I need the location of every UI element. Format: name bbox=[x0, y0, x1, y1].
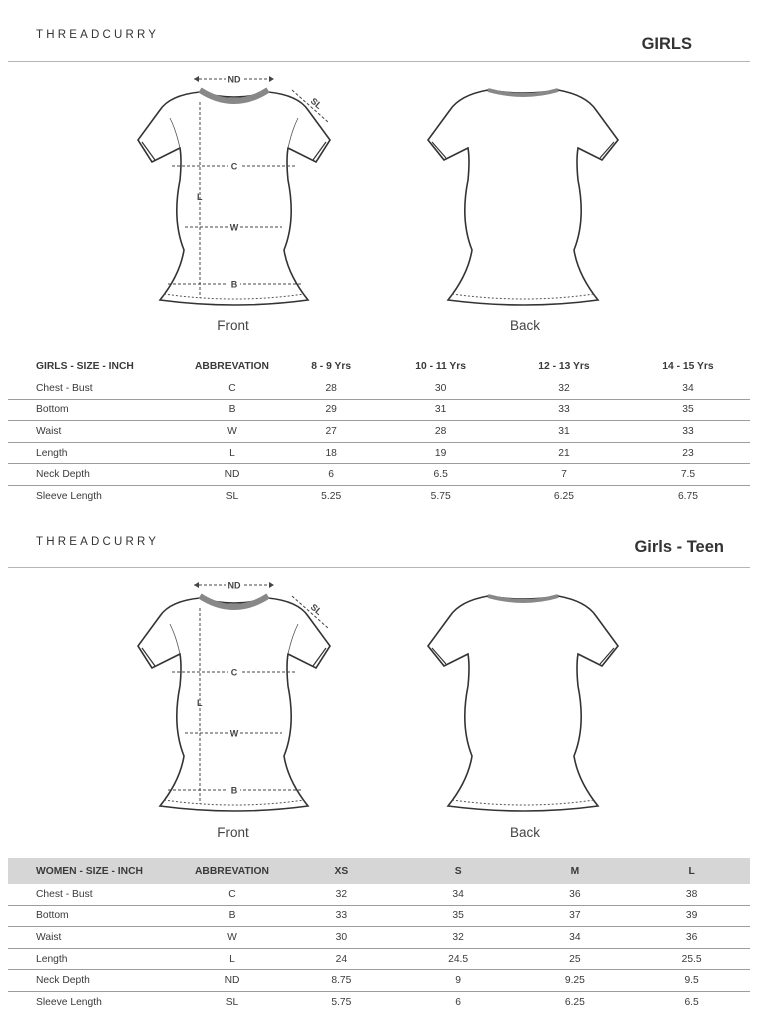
measure-label-b: B bbox=[230, 785, 238, 796]
table-cell: 33 bbox=[502, 399, 626, 421]
table-cell: 34 bbox=[400, 884, 517, 905]
back-caption: Back bbox=[509, 825, 540, 840]
measure-label-c: C bbox=[230, 667, 238, 678]
front-caption: Front bbox=[217, 318, 249, 333]
girls-size-table bbox=[8, 354, 750, 507]
table-cell: L bbox=[181, 948, 283, 970]
table-cell: 28 bbox=[283, 378, 379, 399]
table-cell: Chest - Bust bbox=[8, 378, 181, 399]
table-header-row bbox=[8, 858, 750, 884]
table-cell: 33 bbox=[626, 421, 750, 443]
table-cell: 25.5 bbox=[633, 948, 750, 970]
brand-logo: THREADCURRY bbox=[36, 536, 160, 548]
table-row bbox=[8, 991, 750, 1012]
table-cell: Bottom bbox=[8, 399, 181, 421]
column-header: GIRLS - SIZE - INCH bbox=[36, 360, 134, 372]
table-cell: 31 bbox=[502, 421, 626, 443]
table-cell: 37 bbox=[517, 905, 634, 927]
table-cell: 5.75 bbox=[430, 490, 451, 502]
table-cell: 30 bbox=[379, 378, 502, 399]
table-cell: 9 bbox=[400, 970, 517, 992]
table-cell: 30 bbox=[283, 927, 400, 949]
table-cell: 6.25 bbox=[553, 490, 574, 502]
column-header: ABBREVATION bbox=[195, 865, 269, 877]
table-cell: 23 bbox=[626, 442, 750, 464]
table-row bbox=[8, 399, 750, 421]
column-header: XS bbox=[334, 865, 349, 877]
table-cell: 8.75 bbox=[283, 970, 400, 992]
table-cell: Waist bbox=[8, 421, 181, 443]
table-cell: 31 bbox=[379, 399, 502, 421]
measure-label-b: B bbox=[230, 279, 238, 290]
table-cell: B bbox=[181, 399, 283, 421]
table-cell: 36 bbox=[517, 884, 634, 905]
table-cell: Neck Depth bbox=[8, 464, 181, 486]
section-title: GIRLS bbox=[641, 35, 692, 53]
table-cell: Neck Depth bbox=[8, 970, 181, 992]
table-cell: 24.5 bbox=[400, 948, 517, 970]
column-header: 14 - 15 Yrs bbox=[662, 360, 714, 372]
section-title: Girls - Teen bbox=[634, 538, 724, 556]
table-cell: 6 bbox=[455, 996, 461, 1008]
table-cell: 7 bbox=[502, 464, 626, 486]
table-row bbox=[8, 884, 750, 905]
table-row bbox=[8, 421, 750, 443]
table-cell: Length bbox=[8, 948, 181, 970]
table-cell: 9.25 bbox=[517, 970, 634, 992]
back-caption: Back bbox=[509, 318, 540, 333]
table-cell: Chest - Bust bbox=[8, 884, 181, 905]
table-row bbox=[8, 970, 750, 992]
table-cell: 39 bbox=[633, 905, 750, 927]
column-header: 8 - 9 Yrs bbox=[311, 360, 352, 372]
table-header-row bbox=[8, 354, 750, 378]
table-cell: 21 bbox=[502, 442, 626, 464]
column-header: M bbox=[570, 865, 580, 877]
measure-label-l: L bbox=[197, 192, 203, 202]
measure-label-w: W bbox=[229, 222, 239, 233]
divider bbox=[8, 61, 750, 62]
column-header: ABBREVATION bbox=[195, 360, 269, 372]
table-cell: 5.25 bbox=[321, 490, 342, 502]
front-tshirt-diagram bbox=[130, 70, 340, 310]
table-cell: ND bbox=[181, 970, 283, 992]
measure-label-c: C bbox=[230, 161, 238, 172]
table-cell: Waist bbox=[8, 927, 181, 949]
table-cell: 5.75 bbox=[331, 996, 352, 1008]
brand-logo: THREADCURRY bbox=[36, 29, 160, 41]
table-cell: Length bbox=[8, 442, 181, 464]
table-cell: 34 bbox=[517, 927, 634, 949]
column-header: WOMEN - SIZE - INCH bbox=[36, 865, 143, 877]
table-cell: 24 bbox=[283, 948, 400, 970]
column-header: L bbox=[688, 865, 695, 877]
table-cell: 34 bbox=[626, 378, 750, 399]
table-cell: L bbox=[181, 442, 283, 464]
table-cell: 25 bbox=[517, 948, 634, 970]
back-tshirt-diagram bbox=[420, 80, 630, 310]
table-cell: W bbox=[181, 927, 283, 949]
front-tshirt-diagram bbox=[130, 576, 340, 816]
table-cell: 18 bbox=[283, 442, 379, 464]
front-caption: Front bbox=[217, 825, 249, 840]
table-row bbox=[8, 927, 750, 949]
back-tshirt-diagram bbox=[420, 586, 630, 816]
table-cell: SL bbox=[225, 996, 239, 1008]
table-cell: C bbox=[181, 884, 283, 905]
table-cell: Bottom bbox=[8, 905, 181, 927]
table-cell: 6.5 bbox=[684, 996, 699, 1008]
table-cell: 27 bbox=[283, 421, 379, 443]
women-size-table bbox=[8, 858, 750, 1013]
table-cell: 32 bbox=[502, 378, 626, 399]
measure-label-w: W bbox=[229, 728, 239, 739]
table-cell: SL bbox=[225, 490, 239, 502]
measure-label-nd: ND bbox=[227, 74, 241, 85]
table-row bbox=[8, 464, 750, 486]
table-row bbox=[8, 442, 750, 464]
column-header: 10 - 11 Yrs bbox=[415, 360, 467, 372]
table-cell: 19 bbox=[379, 442, 502, 464]
table-cell: 32 bbox=[283, 884, 400, 905]
measure-label-sl: SL bbox=[308, 601, 324, 617]
table-cell: W bbox=[181, 421, 283, 443]
divider bbox=[8, 567, 750, 568]
table-cell: 29 bbox=[283, 399, 379, 421]
table-cell: Sleeve Length bbox=[36, 490, 102, 502]
table-cell: 38 bbox=[633, 884, 750, 905]
table-row bbox=[8, 378, 750, 399]
table-cell: 35 bbox=[626, 399, 750, 421]
table-row bbox=[8, 485, 750, 506]
measure-label-nd: ND bbox=[227, 580, 241, 591]
table-row bbox=[8, 905, 750, 927]
table-cell: 7.5 bbox=[626, 464, 750, 486]
table-cell: 33 bbox=[283, 905, 400, 927]
column-header: S bbox=[454, 865, 462, 877]
table-cell: 32 bbox=[400, 927, 517, 949]
table-cell: 28 bbox=[379, 421, 502, 443]
table-cell: 35 bbox=[400, 905, 517, 927]
measure-label-l: L bbox=[197, 698, 203, 708]
table-cell: Sleeve Length bbox=[36, 996, 102, 1008]
table-cell: C bbox=[181, 378, 283, 399]
table-cell: 6 bbox=[283, 464, 379, 486]
table-cell: 9.5 bbox=[633, 970, 750, 992]
table-cell: 6.5 bbox=[379, 464, 502, 486]
table-cell: B bbox=[181, 905, 283, 927]
column-header: 12 - 13 Yrs bbox=[538, 360, 590, 372]
table-cell: 6.25 bbox=[564, 996, 585, 1008]
table-cell: 6.75 bbox=[677, 490, 698, 502]
table-row bbox=[8, 948, 750, 970]
measure-label-sl: SL bbox=[308, 95, 324, 111]
table-cell: ND bbox=[181, 464, 283, 486]
table-cell: 36 bbox=[633, 927, 750, 949]
